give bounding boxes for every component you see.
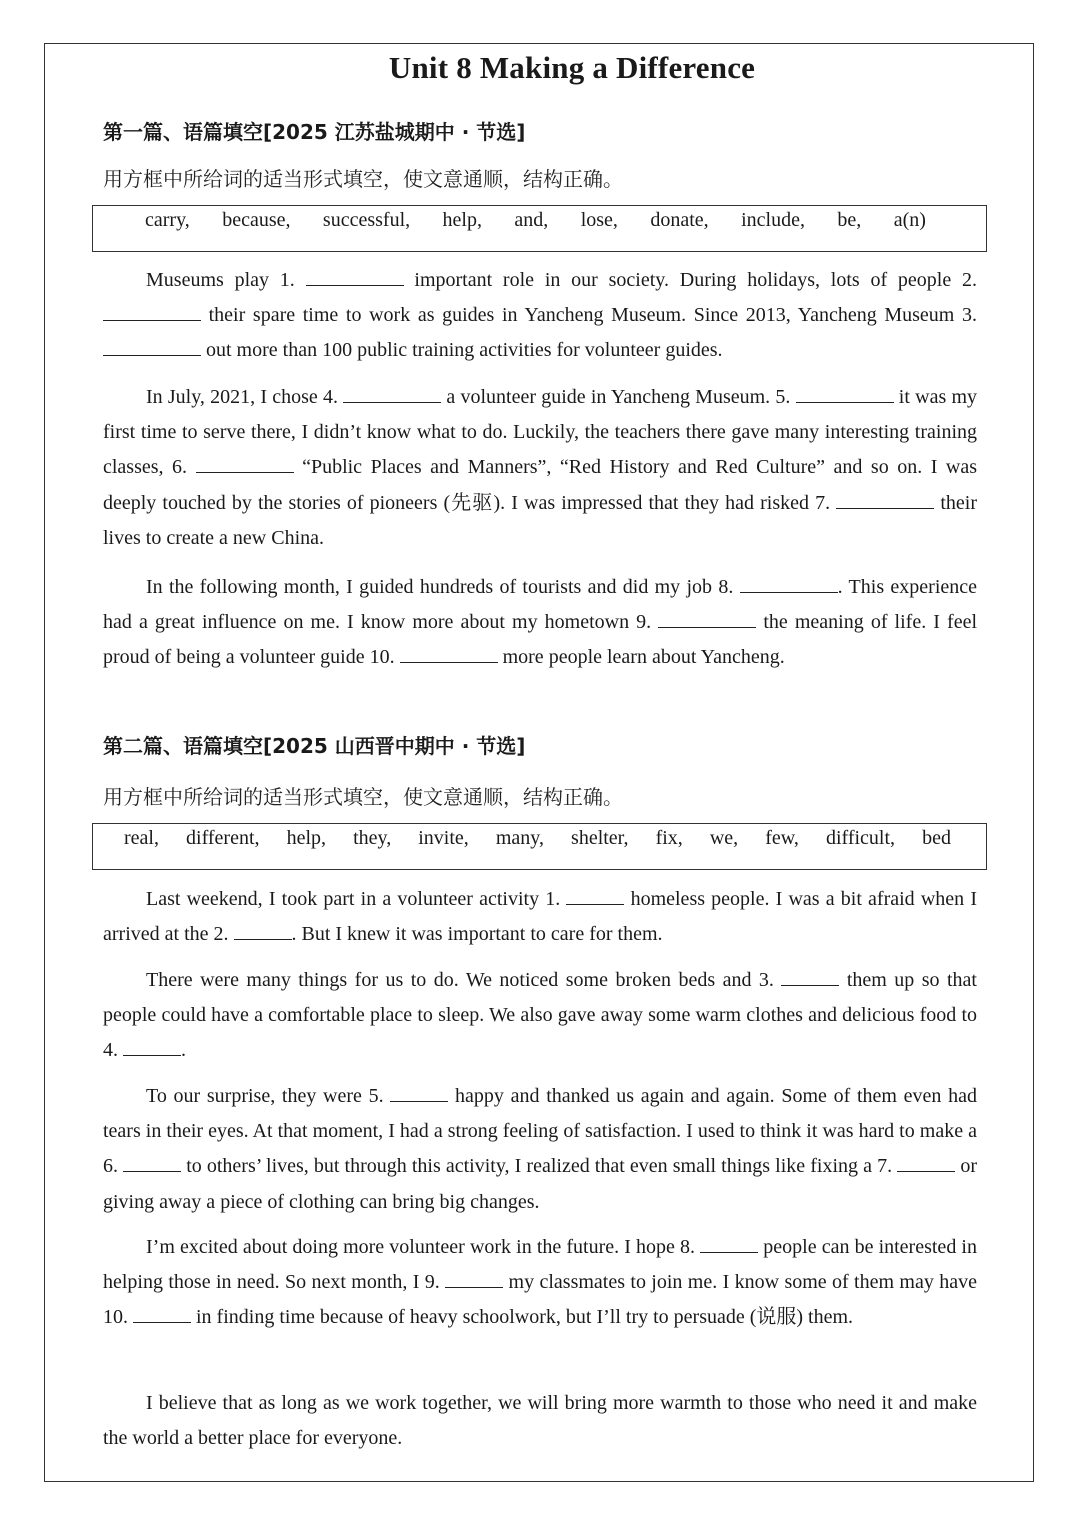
- word-bank-item: lose,: [580, 209, 618, 231]
- word-bank-item: invite,: [418, 827, 469, 849]
- blank-9[interactable]: [445, 1270, 503, 1288]
- blank-8[interactable]: [740, 575, 838, 593]
- blank-2[interactable]: [234, 922, 292, 940]
- page-title: Unit 8 Making a Difference: [388, 50, 756, 85]
- word-bank-item: be,: [837, 209, 862, 231]
- section2-paragraph-3: To our surprise, they were 5. happy and thanked us again and again. Some of them even had tears in their eyes. At that moment, I had a strong feeling of satisfaction. I used to think it was hard to make a 6. to others’ lives, but through this activity, I realized that even small things like fixing a 7. or giving away a piece of clothing can bring big changes.: [103, 1085, 978, 1213]
- word-bank-item: difficult,: [825, 827, 896, 849]
- section2-paragraph-4: I’m excited about doing more volunteer work in the future. I hope 8. people can be interested in helping those in need. So next month, I 9. my classmates to join me. I know some of them may have 10. in finding time because of heavy schoolwork, but I’ll try to persuade (说服) them.: [103, 1236, 977, 1329]
- blank-4[interactable]: [343, 385, 441, 403]
- blank-10[interactable]: [400, 645, 498, 663]
- section1-paragraph-2: In July, 2021, I chose 4. a volunteer guide in Yancheng Museum. 5. it was my first time to serve there, I didn’t know what to do. Luckily, the teachers there gave many interesting training classes, 6. “Public Places and Manners”, “Red History and Red Culture” and so on. I was deeply touched by the stories of pioneers (先驱). I was impressed that they had risked 7. their lives to create a new China.: [103, 386, 977, 549]
- word-bank-item: help,: [286, 827, 327, 849]
- section1-paragraph-3: In the following month, I guided hundreds of tourists and did my job 8. . This experience had a great influence on me. I know more about my hometown 9. the meaning of life. I feel proud of being a volunteer guide 10. more people learn about Yancheng.: [103, 576, 978, 669]
- word-bank-item: we,: [709, 827, 739, 849]
- word-bank-item: include,: [741, 209, 805, 231]
- blank-7[interactable]: [897, 1154, 955, 1172]
- word-bank-item: a(n): [893, 209, 926, 231]
- blank-4[interactable]: [123, 1038, 181, 1056]
- blank-3[interactable]: [781, 968, 839, 986]
- section2-heading: 第二篇、语篇填空[2025 山西晋中期中 · 节选]: [103, 734, 526, 758]
- blank-9[interactable]: [658, 610, 756, 628]
- blank-10[interactable]: [133, 1305, 191, 1323]
- word-bank-item: successful,: [322, 209, 411, 231]
- blank-1[interactable]: [566, 887, 624, 905]
- section1-word-box: [92, 205, 987, 252]
- blank-3[interactable]: [103, 338, 201, 356]
- word-bank-item: few,: [765, 827, 799, 849]
- word-bank-item: help,: [442, 209, 482, 231]
- section2-instruction: 用方框中所给词的适当形式填空，使文意通顺，结构正确。: [103, 785, 623, 809]
- word-bank-item: bed: [922, 827, 951, 849]
- blank-2[interactable]: [103, 303, 201, 321]
- word-bank-item: shelter,: [571, 827, 629, 849]
- section1-heading: 第一篇、语篇填空[2025 江苏盐城期中 · 节选]: [103, 120, 526, 144]
- word-bank-item: they,: [353, 827, 392, 849]
- word-bank-item: carry,: [145, 209, 190, 231]
- word-bank-item: many,: [495, 827, 544, 849]
- section2-word-box: [92, 823, 987, 870]
- word-bank-item: real,: [124, 827, 159, 849]
- blank-1[interactable]: [306, 268, 404, 286]
- word-bank-item: and,: [514, 209, 549, 231]
- section1-paragraph-1: Museums play 1. important role in our society. During holidays, lots of people 2. their spare time to work as guides in Yancheng Museum. Since 2013, Yancheng Museum 3. out more than 100 public training activities for volunteer guides.: [103, 263, 977, 369]
- word-bank-item: fix,: [655, 827, 683, 849]
- blank-5[interactable]: [390, 1084, 448, 1102]
- blank-7[interactable]: [836, 491, 934, 509]
- section1-instruction: 用方框中所给词的适当形式填空，使文意通顺，结构正确。: [103, 167, 623, 191]
- word-bank-item: different,: [186, 827, 260, 849]
- blank-8[interactable]: [700, 1235, 758, 1253]
- section2-paragraph-2: There were many things for us to do. We noticed some broken beds and 3. them up so that people could have a comfortable place to sleep. We also gave away some warm clothes and delicious food to 4. .: [103, 969, 977, 1062]
- word-bank-item: because,: [222, 209, 291, 231]
- blank-6[interactable]: [196, 455, 294, 473]
- section2-paragraph-1: Last weekend, I took part in a volunteer activity 1. homeless people. I was a bit afraid when I arrived at the 2. . But I knew it was important to care for them.: [103, 888, 977, 946]
- blank-6[interactable]: [123, 1154, 181, 1172]
- section2-paragraph-5: I believe that as long as we work together, we will bring more warmth to those who need it and make the world a better place for everyone.: [103, 1392, 977, 1450]
- blank-5[interactable]: [796, 385, 894, 403]
- word-bank-item: donate,: [650, 209, 709, 231]
